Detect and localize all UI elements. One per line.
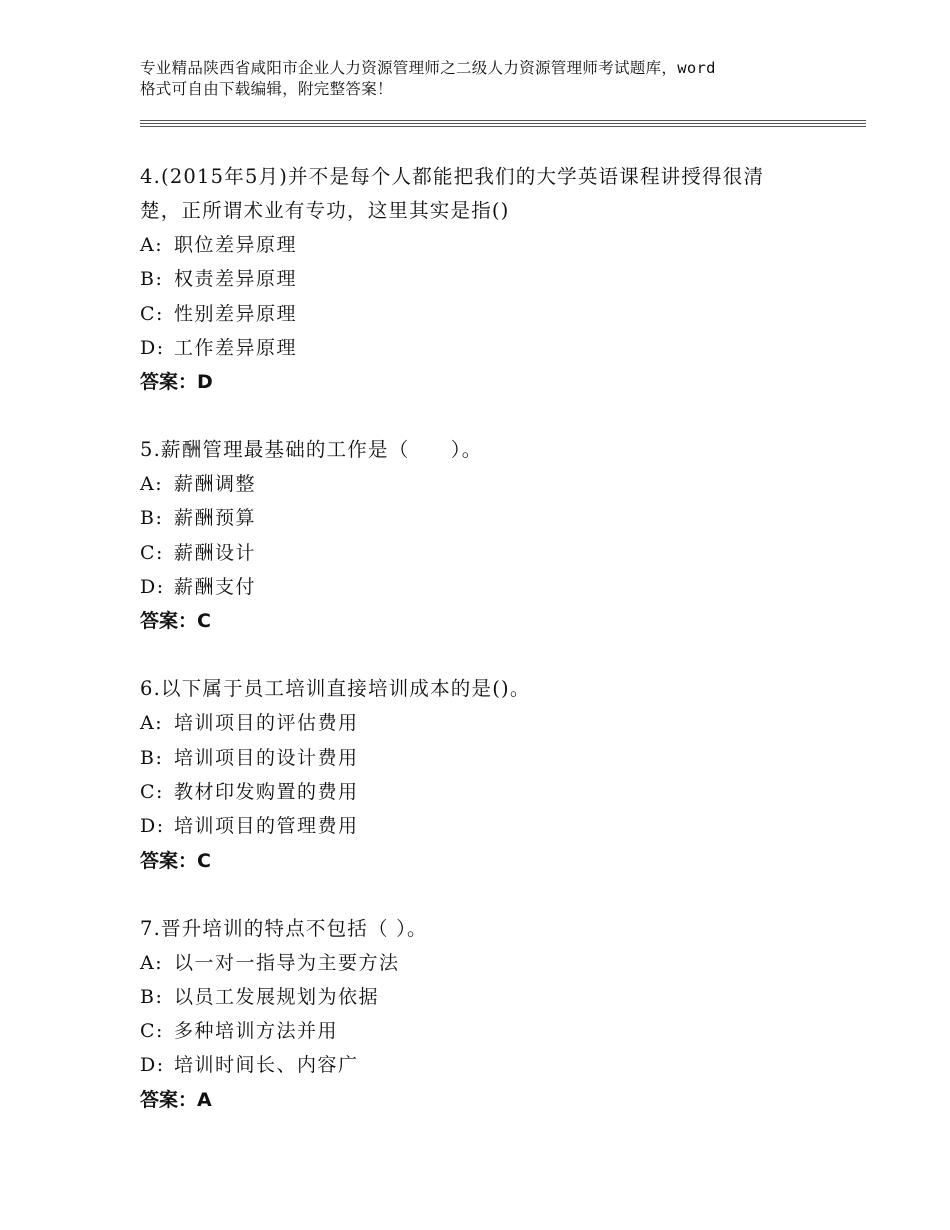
answer-value: D	[197, 371, 213, 394]
option-d	[140, 331, 820, 365]
answer-line	[140, 1083, 820, 1117]
question-text: 7.晋升培训的特点不包括（ ）。	[140, 916, 428, 940]
option-text: 培训时间长、内容广	[174, 1054, 359, 1077]
option-b	[140, 262, 820, 296]
header-divider	[140, 120, 866, 129]
question-5	[140, 433, 820, 638]
option-text: 多种培训方法并用	[174, 1020, 339, 1043]
question-text: 6.以下属于员工培训直接培训成本的是()。	[140, 677, 531, 701]
option-a	[140, 706, 820, 740]
option-d	[140, 809, 820, 843]
question-7	[140, 912, 820, 1117]
option-c	[140, 1014, 820, 1048]
option-d	[140, 570, 820, 604]
divider-line	[140, 120, 866, 121]
answer-line	[140, 844, 820, 878]
option-text: 职位差异原理	[174, 234, 298, 256]
option-text: 以一对一指导为主要方法	[174, 951, 400, 974]
option-c	[140, 775, 820, 809]
option-letter: A:	[140, 951, 164, 974]
option-letter: A:	[140, 473, 164, 496]
option-text: 权责差异原理	[174, 268, 298, 291]
answer-label: 答案：	[140, 849, 198, 872]
option-letter: A:	[140, 234, 164, 256]
option-c	[140, 297, 820, 331]
option-text: 培训项目的评估费用	[174, 712, 359, 735]
header-line-2: 格式可自由下载编辑，附完整答案！	[140, 80, 393, 98]
option-a	[140, 946, 820, 980]
answer-value: A	[197, 1088, 212, 1111]
option-text: 以员工发展规划为依据	[174, 985, 380, 1008]
option-letter: C:	[140, 541, 164, 564]
answer-label: 答案：	[140, 1088, 198, 1111]
answer-value: C	[197, 610, 211, 633]
option-c	[140, 536, 820, 570]
question-6	[140, 672, 820, 877]
option-letter: C:	[140, 302, 164, 325]
option-a	[140, 228, 820, 262]
option-letter: A:	[140, 712, 164, 735]
option-text: 薪酬支付	[174, 576, 257, 599]
question-list	[140, 160, 820, 1151]
option-letter: B:	[140, 507, 164, 530]
option-text: 性别差异原理	[174, 302, 298, 325]
option-text: 教材印发购置的费用	[174, 780, 359, 803]
header-line-1: 专业精品陕西省咸阳市企业人力资源管理师之二级人力资源管理师考试题库，word	[140, 59, 716, 77]
option-letter: D:	[140, 1054, 165, 1077]
option-letter: B:	[140, 985, 164, 1008]
option-letter: B:	[140, 746, 164, 769]
divider-line	[140, 126, 866, 127]
option-text: 薪酬预算	[174, 507, 257, 530]
option-b	[140, 980, 820, 1014]
option-text: 培训项目的设计费用	[174, 746, 359, 769]
question-text: 5.薪酬管理最基础的工作是（ ）。	[140, 438, 483, 462]
option-text: 工作差异原理	[174, 336, 298, 359]
answer-line	[140, 604, 820, 638]
option-text: 薪酬调整	[174, 473, 257, 496]
option-letter: D:	[140, 576, 165, 599]
answer-line	[140, 365, 820, 399]
option-letter: B:	[140, 268, 164, 291]
option-letter: C:	[140, 780, 164, 803]
option-letter: D:	[140, 815, 165, 838]
option-a	[140, 467, 820, 501]
answer-label: 答案：	[140, 610, 198, 633]
question-text: 4.(2015年5月)并不是每个人都能把我们的大学英语课程讲授得很清	[140, 165, 765, 188]
document-header	[140, 58, 840, 100]
answer-value: C	[197, 849, 211, 872]
option-d	[140, 1048, 820, 1082]
divider-line	[140, 123, 866, 124]
option-letter: C:	[140, 1020, 164, 1043]
option-text: 培训项目的管理费用	[174, 815, 359, 838]
option-text: 薪酬设计	[174, 541, 257, 564]
option-b	[140, 501, 820, 535]
question-text: 楚，正所谓术业有专功，这里其实是指()	[140, 199, 510, 222]
answer-label: 答案：	[140, 371, 198, 394]
option-b	[140, 741, 820, 775]
question-4	[140, 160, 820, 399]
option-letter: D:	[140, 336, 165, 359]
